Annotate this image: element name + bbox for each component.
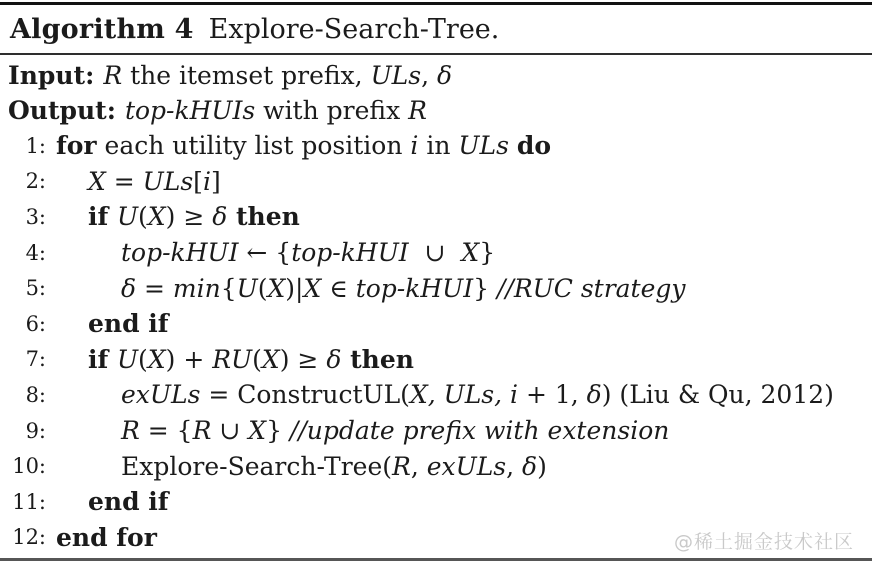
algorithm-line [0, 270, 872, 306]
line-content [56, 487, 169, 516]
text-segment: ( [257, 273, 268, 303]
text-segment: top-kHUI [291, 238, 409, 268]
algorithm-title: Explore-Search-Tree. [208, 13, 500, 45]
line-content [56, 167, 221, 196]
algorithm-line [0, 164, 872, 200]
text-segment: X [461, 238, 480, 268]
algorithm-line [0, 199, 872, 235]
text-segment: = [105, 166, 143, 196]
text-segment: } [473, 273, 497, 303]
line-number: 2: [25, 169, 46, 194]
text-segment: top-kHUI [121, 238, 239, 268]
text-segment: end for [56, 522, 157, 552]
line-number: 10: [12, 454, 46, 479]
text-segment: } [479, 238, 496, 268]
text-segment: ] [210, 166, 221, 196]
line-content [56, 523, 157, 552]
algorithm-label: Algorithm 4 [10, 13, 194, 45]
output-label: Output: [8, 96, 116, 125]
text-segment: R [121, 416, 140, 446]
bottom-rule [0, 558, 872, 561]
text-segment: R [392, 451, 411, 481]
line-number: 5: [25, 276, 46, 301]
input-label: Input: [8, 61, 95, 90]
text-segment: ) ≥ [279, 344, 327, 374]
algorithm-line [0, 484, 872, 520]
line-content [56, 131, 551, 160]
text-segment: do [516, 131, 552, 161]
text-segment: i [410, 131, 419, 161]
text-segment: X [261, 344, 280, 374]
text-segment: //update prefix with extension [289, 416, 670, 446]
text-segment: exULs [426, 451, 507, 481]
line-number: 6: [25, 311, 46, 336]
line-content [56, 345, 414, 374]
text-segment: δ [212, 202, 228, 232]
text-segment: δ [436, 61, 453, 90]
line-number: 7: [25, 347, 46, 372]
text-segment: Explore-Search-Tree( [121, 451, 392, 481]
text-segment: { [220, 273, 237, 303]
line-number: 4: [25, 240, 46, 265]
input-segments [103, 61, 452, 90]
text-segment: i [202, 166, 211, 196]
text-segment: X [248, 416, 267, 446]
output-segments [125, 96, 427, 125]
text-segment: δ [121, 273, 137, 303]
algorithm-line [0, 377, 872, 413]
line-content [56, 416, 669, 445]
algorithm-body [0, 128, 872, 555]
text-segment: X [147, 202, 166, 232]
algorithm-line [0, 235, 872, 271]
text-segment: top-kHUIs [124, 96, 256, 125]
text-segment: ) [537, 451, 547, 481]
line-content [56, 380, 834, 409]
text-segment: if [88, 344, 117, 374]
text-segment: for [56, 131, 97, 161]
text-segment: δ [326, 344, 342, 374]
text-segment: = ConstructUL( [200, 380, 410, 410]
input-line [8, 58, 872, 93]
text-segment: + 1, [518, 380, 587, 410]
text-segment: ∪ [408, 238, 462, 268]
text-segment: min [172, 273, 221, 303]
text-segment: ) ≥ [165, 202, 213, 232]
text-segment: δ [586, 380, 602, 410]
text-segment: } [266, 416, 290, 446]
text-segment: X [267, 273, 286, 303]
line-content [56, 238, 495, 267]
text-segment: the itemset prefix, [122, 61, 371, 90]
text-segment: if [88, 202, 117, 232]
text-segment: exULs [121, 380, 201, 410]
line-number: 12: [12, 525, 46, 550]
algorithm-line [0, 306, 872, 342]
line-number: 1: [25, 133, 46, 158]
text-segment: [ [193, 166, 203, 196]
watermark: @稀土掘金技术社区 [673, 531, 854, 553]
text-segment: ULs [142, 166, 194, 196]
text-segment: δ [522, 451, 538, 481]
line-content [56, 274, 686, 303]
text-segment: )| [285, 273, 304, 303]
text-segment: , [410, 451, 427, 481]
algorithm-line [0, 128, 872, 164]
text-segment: R [192, 416, 212, 446]
line-number: 8: [25, 382, 46, 407]
line-content [56, 202, 300, 231]
text-segment: = { [139, 416, 193, 446]
line-content [56, 452, 547, 481]
text-segment: = [136, 273, 173, 303]
text-segment: //RUC strategy [497, 273, 686, 303]
text-segment: X, ULs, i [409, 380, 519, 410]
text-segment: then [341, 344, 414, 374]
text-segment: X [88, 166, 106, 196]
line-number: 3: [25, 204, 46, 229]
text-segment: ∪ [211, 416, 249, 446]
text-segment: ) (Liu & Qu, 2012) [601, 380, 834, 410]
text-segment: ) + [165, 344, 213, 374]
text-segment: X [303, 273, 322, 303]
text-segment: ULs [458, 131, 509, 161]
text-segment [509, 131, 517, 160]
text-segment: RU [212, 344, 253, 374]
text-segment: end if [88, 309, 169, 339]
io-section [0, 55, 872, 128]
algorithm-line [0, 448, 872, 484]
text-segment: ( [138, 202, 148, 232]
algorithm-line [0, 342, 872, 378]
text-segment: , [421, 61, 437, 90]
text-segment: end if [88, 487, 169, 517]
algorithm-header [0, 5, 872, 53]
text-segment: then [227, 202, 300, 232]
output-line [8, 93, 872, 128]
text-segment: U [236, 273, 258, 303]
text-segment: ( [138, 344, 148, 374]
algorithm-line [0, 413, 872, 449]
text-segment: U [116, 202, 139, 232]
text-segment: X [147, 344, 166, 374]
text-segment: in [418, 131, 459, 161]
line-content [56, 309, 169, 338]
text-segment: U [116, 344, 139, 374]
text-segment: top-kHUI [355, 273, 474, 303]
text-segment: with prefix [255, 96, 409, 125]
line-number: 11: [12, 489, 46, 514]
line-number: 9: [25, 418, 46, 443]
text-segment: , [506, 451, 523, 481]
text-segment: each utility list position [96, 131, 411, 161]
text-segment: ( [252, 344, 262, 374]
text-segment: R [103, 61, 123, 90]
text-segment: ← { [238, 238, 292, 268]
text-segment: R [408, 96, 427, 125]
text-segment: ULs [370, 61, 422, 90]
text-segment: ∈ [321, 273, 356, 303]
